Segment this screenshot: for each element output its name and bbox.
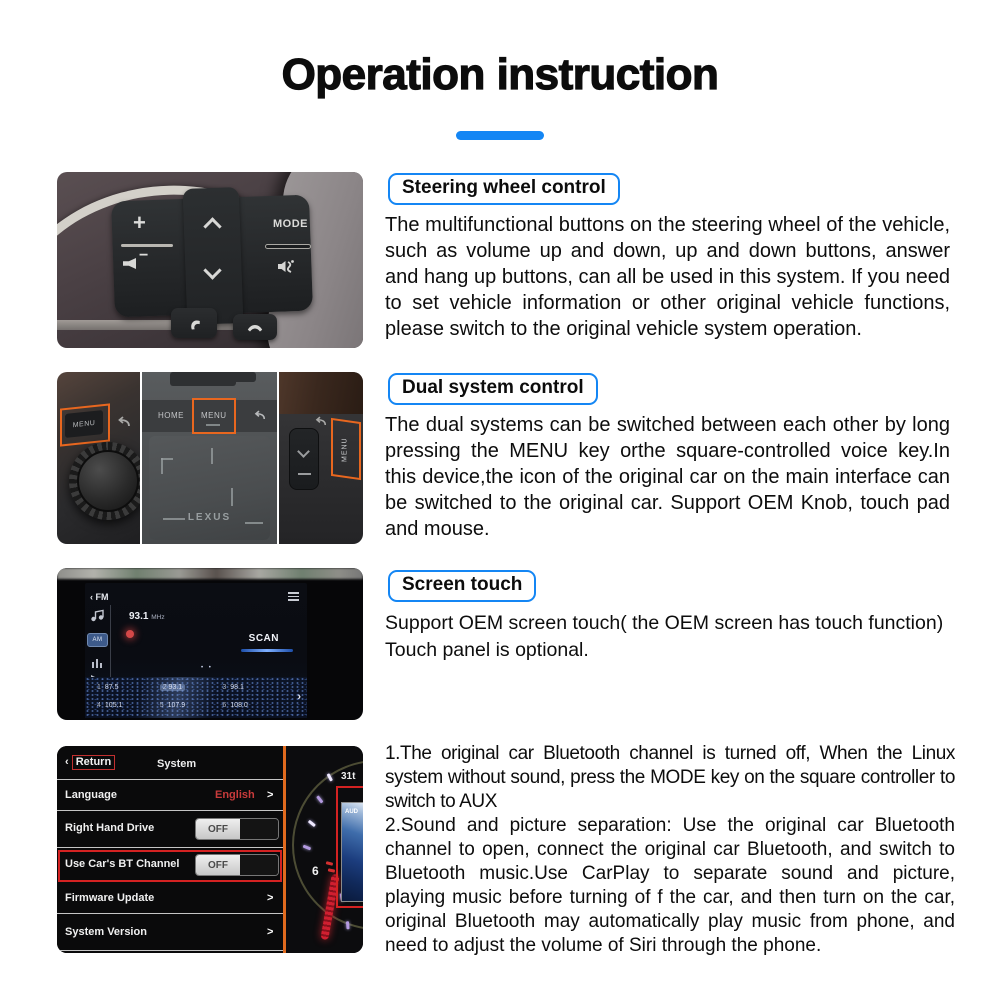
cluster-readout: 31t — [341, 771, 356, 782]
row-divider — [57, 779, 283, 780]
home-button[interactable]: HOME — [158, 411, 184, 420]
call-answer-button[interactable] — [171, 308, 217, 338]
phone-answer-icon — [185, 315, 203, 331]
cluster-screen-label: AUD — [345, 809, 358, 815]
section-bluetooth — [385, 742, 955, 958]
row-divider — [57, 810, 283, 811]
fm-back-button[interactable]: ‹ FM — [90, 592, 109, 602]
call-end-button[interactable] — [233, 314, 277, 340]
system-version-row[interactable]: System Version — [65, 926, 147, 938]
title-underline — [456, 131, 544, 140]
menu-highlight-box-1 — [60, 403, 110, 446]
volume-up-button[interactable]: + — [133, 210, 146, 235]
menu-button-side[interactable]: MENU — [341, 437, 349, 463]
rocker-down-icon — [297, 445, 310, 458]
firmware-chevron: > — [267, 892, 274, 904]
frequency-readout: 93.1 MHz — [129, 611, 165, 622]
preset-4[interactable]: 4 105.1 — [97, 702, 123, 709]
preset-2[interactable]: 2 93.1 — [160, 684, 223, 691]
side-console-panel — [279, 372, 363, 544]
rotary-knob-cap — [77, 450, 139, 512]
phone-hangup-icon — [246, 321, 264, 333]
console-top-button-2 — [212, 372, 256, 382]
preset-3[interactable]: 3 98.1 — [222, 684, 244, 691]
language-chevron: > — [267, 789, 274, 801]
band-selector-am[interactable]: AM — [87, 633, 108, 647]
dashboard-reflection — [57, 568, 363, 579]
steering-section-body: The multifunctional buttons on the steering wheel of the vehicle, such as volume up and down, up and down buttons, answer and hang up buttons, can all be used in this system. If you need to set vehicle information or other original vehicle functions, please switch to the original vehicle system operation. — [385, 214, 950, 340]
source-icon[interactable] — [90, 609, 105, 622]
lexus-brand-label: LEXUS — [187, 512, 232, 523]
row-divider — [57, 913, 283, 914]
settings-title: System — [157, 758, 197, 770]
menu-highlight-box-2 — [192, 398, 236, 434]
back-button-knob[interactable] — [115, 416, 131, 428]
cluster-highlight-box — [336, 786, 363, 908]
mode-separator — [265, 244, 311, 249]
rocker-bar-icon — [298, 473, 311, 475]
bluetooth-paragraph-2: 2.Sound and picture separation: Use the original car Bluetooth channel to open, connect the original car Bluetooth, and switch to Bluetooth music.Use CarPlay to separate sound and picture, playing music before turning of f the car, and then turn on the car, original Bluetooth may automatically play music from phone, and need to adjust the volume of Siri through the phone. — [385, 815, 955, 956]
side-rocker-button[interactable] — [289, 428, 319, 490]
row-divider — [57, 847, 283, 848]
radio-screen — [85, 583, 307, 718]
menu-highlight-box-3 — [331, 418, 361, 480]
preset-6[interactable]: 6 108.0 — [222, 702, 248, 709]
volume-down-button[interactable]: − — [139, 247, 149, 264]
touchpad-mark — [161, 458, 163, 474]
return-button[interactable]: ‹ Return — [65, 756, 115, 768]
touchpad-console-panel — [142, 372, 277, 544]
right-hand-drive-toggle[interactable]: OFF — [195, 818, 279, 840]
section-steering — [388, 173, 620, 205]
dual-section-body: The dual systems can be switched between each other by long pressing the MENU key orthe square-controlled voice key.In this device,the icon of the original car on the main interface can be switched to the original car. Support OEM Knob, touch pad and mouse. — [385, 414, 950, 540]
preset-next-arrow[interactable]: › — [297, 691, 301, 703]
bt-channel-row: Use Car's BT Channel — [65, 858, 180, 870]
tuning-indicator-dot — [126, 630, 134, 638]
mode-button[interactable]: MODE — [273, 218, 308, 230]
page-dots: • • — [201, 665, 213, 671]
steering-section-badge: Steering wheel control — [388, 173, 620, 205]
row-divider — [57, 950, 283, 951]
section-touch — [388, 570, 536, 602]
preset-5[interactable]: 5 107.9 — [159, 702, 186, 709]
gauge-number: 6 — [312, 864, 319, 878]
right-hand-drive-row: Right Hand Drive — [65, 822, 155, 834]
knob-console-panel — [57, 372, 140, 544]
section-dual — [388, 373, 598, 405]
firmware-update-row[interactable]: Firmware Update — [65, 892, 155, 904]
bluetooth-paragraph-1: 1.The original car Bluetooth channel is turned off, When the Linux system without sound, press the MODE key on the square controller to switch to AUX — [385, 743, 955, 812]
instrument-cluster — [286, 746, 363, 953]
hamburger-menu-icon[interactable] — [288, 590, 299, 603]
touchpad-mark — [211, 448, 213, 464]
voice-control-button[interactable] — [277, 258, 297, 276]
scan-button[interactable]: SCAN — [248, 633, 279, 644]
preset-1[interactable]: 1 87.5 — [97, 684, 119, 691]
menu-button-touchpad[interactable]: MENU — [201, 411, 227, 420]
settings-menu-photo — [57, 746, 363, 953]
scan-underline — [241, 649, 293, 652]
bt-row-highlight-box — [58, 850, 282, 882]
page-title: Operation instruction — [281, 50, 719, 99]
console-triptych-photo — [57, 372, 363, 544]
bt-channel-toggle[interactable]: OFF — [195, 854, 279, 876]
preset-panel — [85, 677, 307, 718]
back-button-touchpad[interactable] — [252, 410, 266, 421]
touch-section-badge: Screen touch — [388, 570, 536, 602]
radio-screen-photo — [57, 568, 363, 720]
rotary-knob[interactable] — [69, 442, 140, 520]
equalizer-icon[interactable] — [92, 659, 102, 668]
back-button-side[interactable] — [313, 416, 327, 427]
dual-section-badge: Dual system control — [388, 373, 598, 405]
wood-trim — [279, 372, 363, 414]
version-chevron: > — [267, 926, 274, 938]
touchpad-mark — [231, 488, 233, 506]
language-value: English — [215, 789, 255, 801]
touchpad-mark — [161, 458, 173, 460]
touch-section-body: Support OEM screen touch( the OEM screen has touch function) Touch panel is optional. — [385, 612, 944, 661]
steering-wheel-photo — [57, 172, 363, 348]
settings-menu — [57, 746, 283, 953]
language-row[interactable]: Language — [65, 789, 117, 801]
steering-mid-rocker — [183, 187, 244, 325]
touchpad[interactable] — [149, 436, 270, 540]
menu-button-knob[interactable]: MENU — [65, 410, 103, 438]
